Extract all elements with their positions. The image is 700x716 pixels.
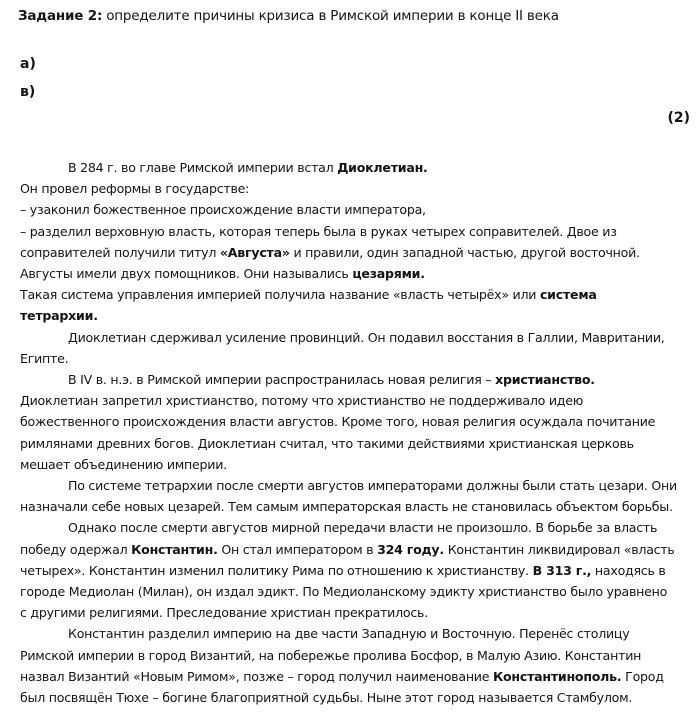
- text-fragment: Диоклетиан запретил христианство, потому что христианство не поддерживало идею: [20, 393, 584, 409]
- text-line: [20, 687, 692, 708]
- reading-text: [20, 157, 692, 708]
- text-fragment: Египте.: [20, 350, 69, 366]
- text-fragment: назначали себе новых цезарей. Тем самым императорская власть не становилась объектом борьбы.: [20, 499, 673, 515]
- text-line: [20, 327, 692, 348]
- text-line: [20, 305, 692, 326]
- text-line: [20, 411, 692, 432]
- text-fragment: четырех». Константин изменил политику Рима по отношению к христианству.: [20, 562, 533, 578]
- text-fragment: Константин разделил империю на две части Западную и Восточную. Перенёс столицу: [68, 626, 630, 642]
- text-line: [20, 645, 692, 666]
- text-fragment: победу одержал: [20, 541, 132, 557]
- bold-term: Константинополь.: [492, 668, 622, 684]
- text-line: [20, 602, 692, 623]
- text-fragment: божественного происхождения власти августов. Кроме того, новая религия осуждала почитание: [20, 414, 656, 430]
- text-line: [20, 221, 692, 242]
- text-line: [20, 475, 692, 496]
- text-line: [20, 369, 692, 390]
- text-fragment: Константин ликвидировал «власть: [443, 541, 675, 557]
- text-line: [20, 348, 692, 369]
- text-fragment: городе Медиолан (Милан), он издал эдикт. По Медиоланскому эдикту христианство было уравнено: [20, 584, 668, 600]
- text-line: [20, 390, 692, 411]
- text-fragment: и правили, один западной частью, другой восточной.: [289, 244, 640, 260]
- text-line: [20, 433, 692, 454]
- text-line: [20, 539, 692, 560]
- task-text: определите причины кризиса в Римской империи в конце II века: [102, 8, 559, 24]
- text-fragment: мешает объединению империи.: [20, 456, 227, 472]
- text-line: [20, 560, 692, 581]
- text-fragment: Он провел реформы в государстве:: [20, 181, 250, 197]
- text-fragment: – разделил верховную власть, которая теперь была в руках четырех соправителей. Двое из: [20, 223, 617, 239]
- text-fragment: Римской империи в город Византий, на побережье пролива Босфор, в Малую Азию. Константин: [20, 647, 642, 663]
- text-fragment: с другими религиями. Преследование христиан прекратилось.: [20, 605, 428, 621]
- text-fragment: Город: [621, 668, 664, 684]
- text-line: [20, 623, 692, 644]
- text-fragment: – узаконил божественное происхождение власти императора,: [20, 202, 426, 218]
- text-fragment: В IV в. н.э. в Римской империи распространилась новая религия –: [68, 372, 496, 388]
- text-line: [20, 496, 692, 517]
- bold-term: Константин.: [131, 541, 218, 557]
- bold-term: Диоклетиан.: [337, 160, 428, 175]
- text-fragment: соправителей получили титул: [20, 244, 220, 260]
- text-fragment: находясь в: [591, 562, 666, 578]
- text-fragment: Однако после смерти августов мирной передачи власти не произошло. В борьбе за власть: [68, 520, 658, 536]
- text-fragment: Он стал императором в: [217, 541, 378, 557]
- bold-term: 324 году.: [377, 541, 444, 557]
- text-fragment: По системе тетрархии после смерти августов императорами должны были стать цезари. Они: [68, 478, 677, 494]
- bold-term: тетрархии.: [20, 308, 98, 324]
- text-line: [20, 263, 692, 284]
- bold-term: В 313 г.,: [532, 562, 592, 578]
- text-line: [20, 284, 692, 305]
- points-label: (2): [667, 110, 690, 126]
- text-line: [20, 242, 692, 263]
- answer-option-b: в): [20, 84, 36, 100]
- answer-option-a: а): [20, 56, 36, 72]
- text-fragment: Такая система управления империей получила название «власть четырёх» или: [20, 287, 540, 303]
- task-label: Задание 2:: [18, 8, 103, 24]
- bold-term: «Августа»: [219, 244, 290, 260]
- task-heading: [18, 8, 559, 24]
- text-line: [20, 581, 692, 602]
- text-line: [20, 157, 692, 178]
- bold-term: система: [539, 287, 597, 303]
- text-fragment: В 284 г. во главе Римской империи встал: [68, 160, 338, 175]
- text-fragment: Августы имели двух помощников. Они назывались: [20, 266, 353, 282]
- text-fragment: Диоклетиан сдерживал усиление провинций. Он подавил восстания в Галлии, Мавритании,: [68, 329, 665, 345]
- text-fragment: был посвящён Тюхе – богине благоприятной судьбы. Ныне этот город называется Стамбулом.: [20, 690, 633, 706]
- bold-term: цезарями.: [352, 266, 425, 282]
- text-line: [20, 178, 692, 199]
- bold-term: христианство.: [495, 372, 595, 388]
- text-line: [20, 517, 692, 538]
- text-line: [20, 454, 692, 475]
- text-fragment: назвал Византий «Новым Римом», позже – город получил наименование: [20, 668, 493, 684]
- text-fragment: римлянами древних богов. Диоклетиан считал, что такими действиями христианская церковь: [20, 435, 634, 451]
- text-line: [20, 199, 692, 220]
- text-line: [20, 666, 692, 687]
